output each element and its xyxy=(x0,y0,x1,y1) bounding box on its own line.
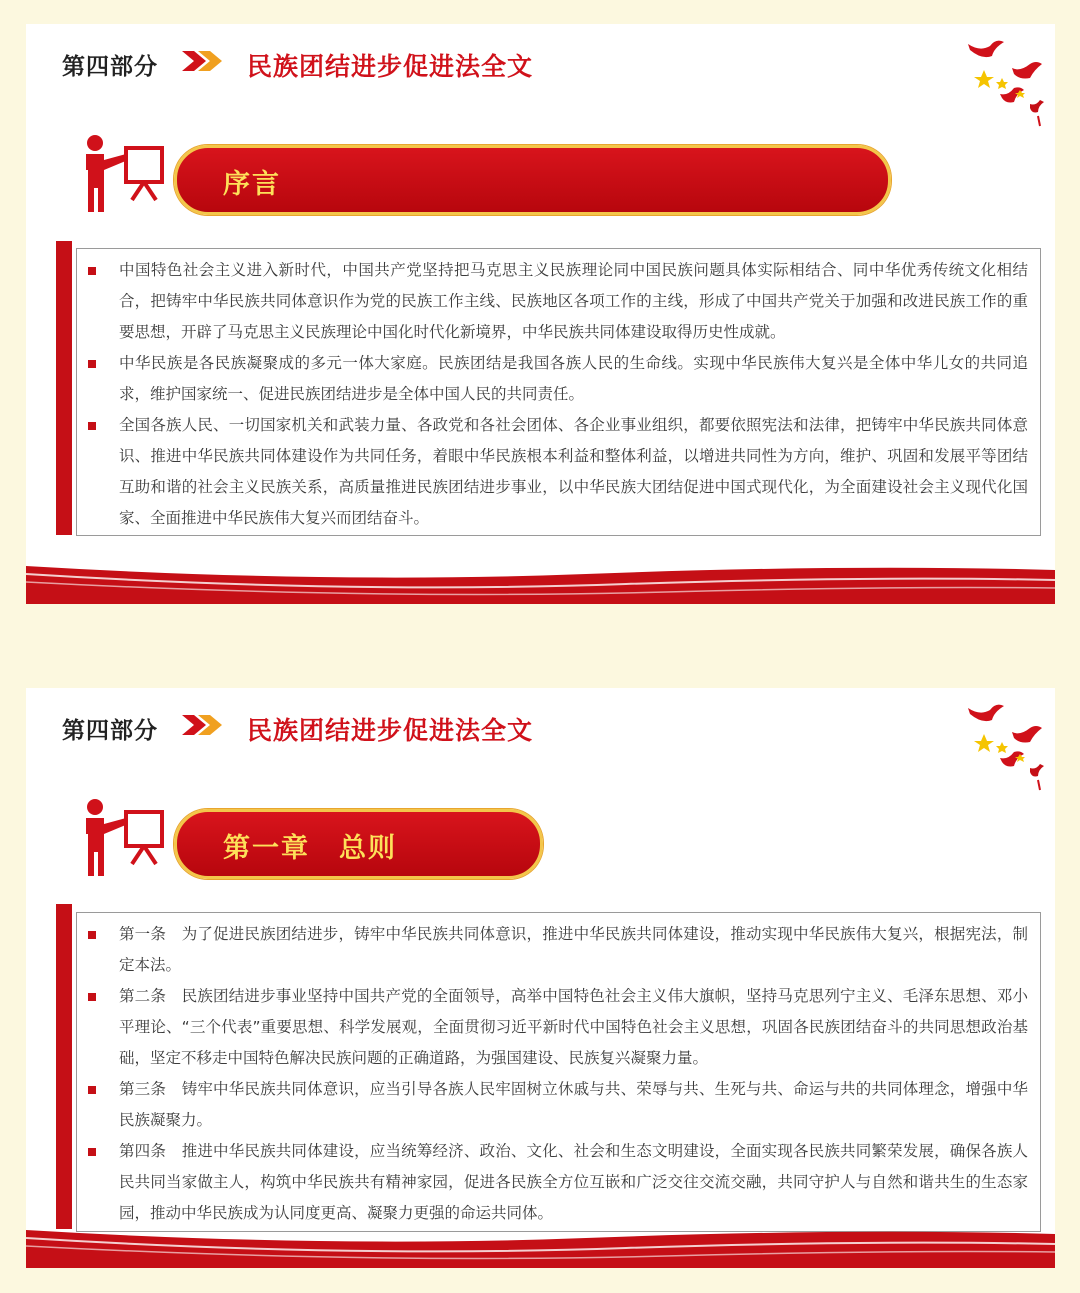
red-wave-footer xyxy=(26,556,1055,604)
bullet-icon xyxy=(88,267,96,275)
content-box xyxy=(76,248,1041,536)
paragraph-text: 第二条 民族团结进步事业坚持中国共产党的全面领导，高举中国特色社会主义伟大旗帜，坚持马克思列宁主义、毛泽东思想、邓小平理论、“三个代表”重要思想、科学发展观，全面贯彻习近平新时代中国特色社会主义思想，巩固各民族团结奋斗的共同思想政治基础，坚定不移走中国特色解决民族问题的正确道路，为强国建设、民族复兴凝聚力量。 xyxy=(119,987,1028,1067)
list-item xyxy=(77,981,1040,1074)
bullet-icon xyxy=(88,360,96,368)
part-label: 第四部分 xyxy=(62,718,158,744)
teacher-presentation-icon xyxy=(82,798,168,880)
list-item xyxy=(77,410,1040,534)
paragraph-text: 第三条 铸牢中华民族共同体意识，应当引导各族人民牢固树立休戚与共、荣辱与共、生死与共、命运与共的共同体理念，增强中华民族凝聚力。 xyxy=(119,1080,1028,1129)
banner-title: 序言 xyxy=(223,169,281,200)
list-item xyxy=(77,255,1040,348)
list-item xyxy=(77,919,1040,981)
list-item xyxy=(77,348,1040,410)
bullet-icon xyxy=(88,1148,96,1156)
paragraph-text: 第四条 推进中华民族共同体建设，应当统筹经济、政治、文化、社会和生态文明建设，全面实现各民族共同繁荣发展，确保各族人民共同当家做主人，构筑中华民族共有精神家园，促进各民族全方位互嵌和广泛交往交流交融，共同守护人与自然和谐共生的生态家园，推动中华民族成为认同度更高、凝聚力更强的命运共同体。 xyxy=(119,1142,1028,1222)
bullet-icon xyxy=(88,422,96,430)
paragraph-text: 中国特色社会主义进入新时代，中国共产党坚持把马克思主义民族理论同中国民族问题具体实际相结合、同中华优秀传统文化相结合，把铸牢中华民族共同体意识作为党的民族工作主线、民族地区各项工作的主线，形成了中国共产党关于加强和改进民族工作的重要思想，开辟了马克思主义民族理论中国化时代化新境界，中华民族共同体建设取得历史性成就。 xyxy=(119,261,1028,341)
bullet-icon xyxy=(88,931,96,939)
doves-stars-decoration xyxy=(960,30,1050,130)
section-banner xyxy=(174,809,543,879)
part-label: 第四部分 xyxy=(62,54,158,80)
chevron-double-right-icon xyxy=(180,50,226,72)
teacher-presentation-icon xyxy=(82,134,168,216)
paragraph-text: 中华民族是各民族凝聚成的多元一体大家庭。民族团结是我国各族人民的生命线。实现中华民族伟大复兴是全体中华儿女的共同追求，维护国家统一、促进民族团结进步是全体中国人民的共同责任。 xyxy=(119,354,1028,403)
accent-bar xyxy=(56,241,72,535)
slide-preamble xyxy=(26,24,1055,604)
red-wave-footer xyxy=(26,1220,1055,1268)
banner-title: 第一章 总则 xyxy=(223,833,397,864)
paragraph-text: 全国各族人民、一切国家机关和武装力量、各政党和各社会团体、各企业事业组织，都要依照宪法和法律，把铸牢中华民族共同体意识、推进中华民族共同体建设作为共同任务，着眼中华民族根本利益和整体利益，以增进共同性为方向，维护、巩固和发展平等团结互助和谐的社会主义民族关系，高质量推进民族团结进步事业，以中华民族大团结促进中国式现代化，为全面建设社会主义现代化国家、全面推进中华民族伟大复兴而团结奋斗。 xyxy=(119,416,1028,527)
paragraph-text: 第一条 为了促进民族团结进步，铸牢中华民族共同体意识，推进中华民族共同体建设，推动实现中华民族伟大复兴，根据宪法，制定本法。 xyxy=(119,925,1028,974)
content-box xyxy=(76,912,1041,1232)
chevron-double-right-icon xyxy=(180,714,226,736)
section-banner xyxy=(174,145,891,215)
accent-bar xyxy=(56,904,72,1229)
list-item xyxy=(77,1074,1040,1136)
bullet-icon xyxy=(88,1086,96,1094)
doves-stars-decoration xyxy=(960,694,1050,794)
bullet-icon xyxy=(88,993,96,1001)
part-title: 民族团结进步促进法全文 xyxy=(247,52,534,81)
slide-general-provisions xyxy=(26,688,1055,1268)
list-item xyxy=(77,1136,1040,1229)
part-title: 民族团结进步促进法全文 xyxy=(247,716,534,745)
